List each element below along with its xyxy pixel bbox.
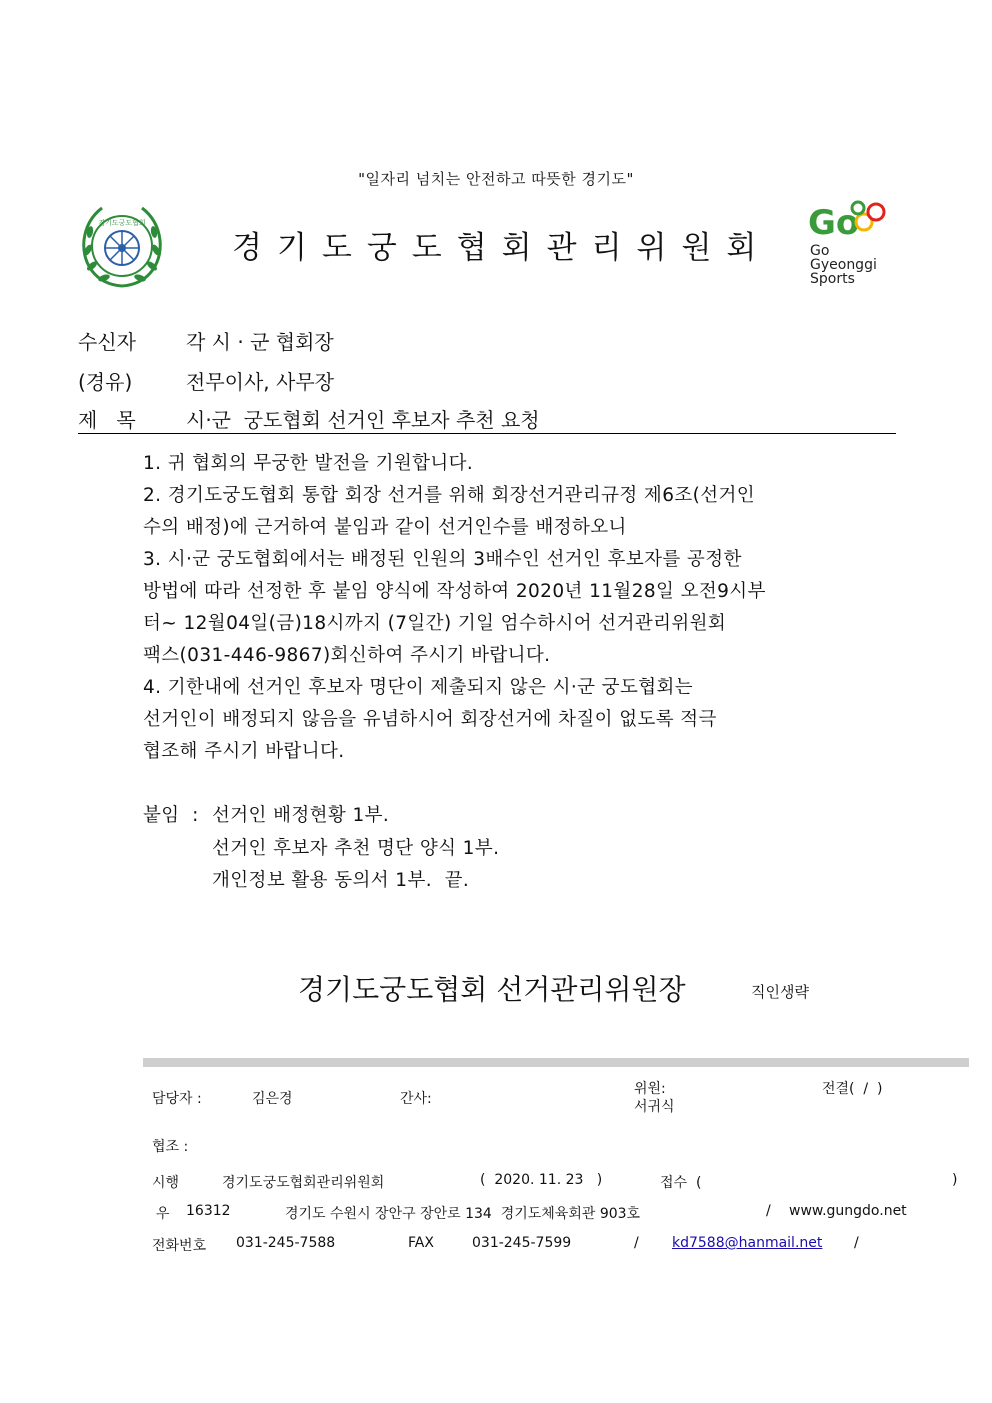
- organization-title: 경기도궁도협회관리위원회: [232, 230, 772, 266]
- postal-code: 16312: [186, 1203, 231, 1219]
- member-label: 위원:: [634, 1081, 666, 1097]
- email-link[interactable]: kd7588@hanmail.net: [672, 1235, 823, 1251]
- fax-label: FAX: [408, 1235, 434, 1251]
- via-value: 전무이사, 사무장: [186, 370, 334, 394]
- body-line: 1. 귀 협회의 무궁한 발전을 기원합니다.: [143, 453, 474, 474]
- secretary-label: 간사:: [400, 1091, 432, 1107]
- slogan: "일자리 넘치는 안전하고 따뜻한 경기도": [358, 170, 634, 188]
- separator: /: [854, 1235, 859, 1251]
- phone-number: 031-245-7588: [236, 1235, 336, 1251]
- go-gyeonggi-sports-logo: [806, 196, 896, 240]
- seal-omitted-note: 직인생략: [751, 983, 809, 1001]
- header-divider: [78, 433, 896, 434]
- enforce-date: ( 2020. 11. 23 ): [480, 1172, 603, 1188]
- signature-title: 경기도궁도협회 선거관리위원장: [298, 973, 686, 1006]
- via-label: (경유): [78, 370, 133, 394]
- svg-text:Go: Go: [808, 203, 860, 240]
- enforce-org: 경기도궁도협회관리위원회: [222, 1175, 385, 1191]
- logo-text-sports: Sports: [810, 271, 855, 287]
- phone-label: 전화번호: [152, 1238, 207, 1254]
- address: 경기도 수원시 장안구 장안로 134 경기도체육회관 903호: [285, 1206, 641, 1222]
- receipt-close: ): [952, 1172, 958, 1188]
- attachment-item: 선거인 후보자 추천 명단 양식 1부.: [212, 838, 500, 859]
- attachments-label: 붙임 :: [143, 805, 199, 826]
- svg-text:경기도궁도협회: 경기도궁도협회: [98, 219, 146, 227]
- approval-label: 전결( / ): [822, 1081, 883, 1097]
- subject-label: 제 목: [78, 408, 136, 432]
- attachment-item: 선거인 배정현황 1부.: [212, 805, 390, 826]
- body-line: 2. 경기도궁도협회 통합 회장 선거를 위해 회장선거관리규정 제6조(선거인: [143, 485, 756, 506]
- logo-text-go: Go: [810, 243, 830, 259]
- manager-label: 담당자 :: [152, 1091, 202, 1107]
- receipt-label: 접수 (: [660, 1175, 702, 1191]
- separator: /: [634, 1235, 639, 1251]
- body-line: 협조해 주시기 바랍니다.: [143, 741, 345, 762]
- member-name: 서귀식: [634, 1099, 675, 1115]
- manager-name: 김은경: [252, 1091, 293, 1107]
- postal-label: 우: [156, 1206, 170, 1222]
- body-line: 방법에 따라 선정한 후 붙임 양식에 작성하여 2020년 11월28일 오전9시부: [143, 581, 766, 602]
- body-line: 팩스(031-446-9867)회신하여 주시기 바랍니다.: [143, 645, 551, 666]
- fax-number: 031-245-7599: [472, 1235, 572, 1251]
- enforce-label: 시행: [152, 1175, 180, 1191]
- recipient-value: 각 시 · 군 협회장: [186, 330, 334, 354]
- footer-divider: [143, 1058, 969, 1067]
- attachment-item: 개인정보 활용 동의서 1부. 끝.: [212, 870, 470, 891]
- separator: /: [766, 1203, 771, 1219]
- website-link[interactable]: www.gungdo.net: [789, 1203, 907, 1219]
- body-line: 4. 기한내에 선거인 후보자 명단이 제출되지 않은 시·군 궁도협회는: [143, 677, 694, 698]
- cooperation-label: 협조 :: [152, 1139, 189, 1155]
- body-line: 선거인이 배정되지 않음을 유념하시어 회장선거에 차질이 없도록 적극: [143, 709, 717, 730]
- recipient-label: 수신자: [78, 330, 136, 354]
- body-line: 수의 배정)에 근거하여 붙임과 같이 선거인수를 배정하오니: [143, 517, 627, 538]
- subject-value: 시·군 궁도협회 선거인 후보자 추천 요청: [186, 408, 540, 432]
- association-seal-logo: [76, 200, 168, 292]
- logo-text-gyeonggi: Gyeonggi: [810, 257, 877, 273]
- body-line: 터~ 12월04일(금)18시까지 (7일간) 기일 엄수하시어 선거관리위원회: [143, 613, 727, 634]
- body-line: 3. 시·군 궁도협회에서는 배정된 인원의 3배수인 선거인 후보자를 공정한: [143, 549, 742, 570]
